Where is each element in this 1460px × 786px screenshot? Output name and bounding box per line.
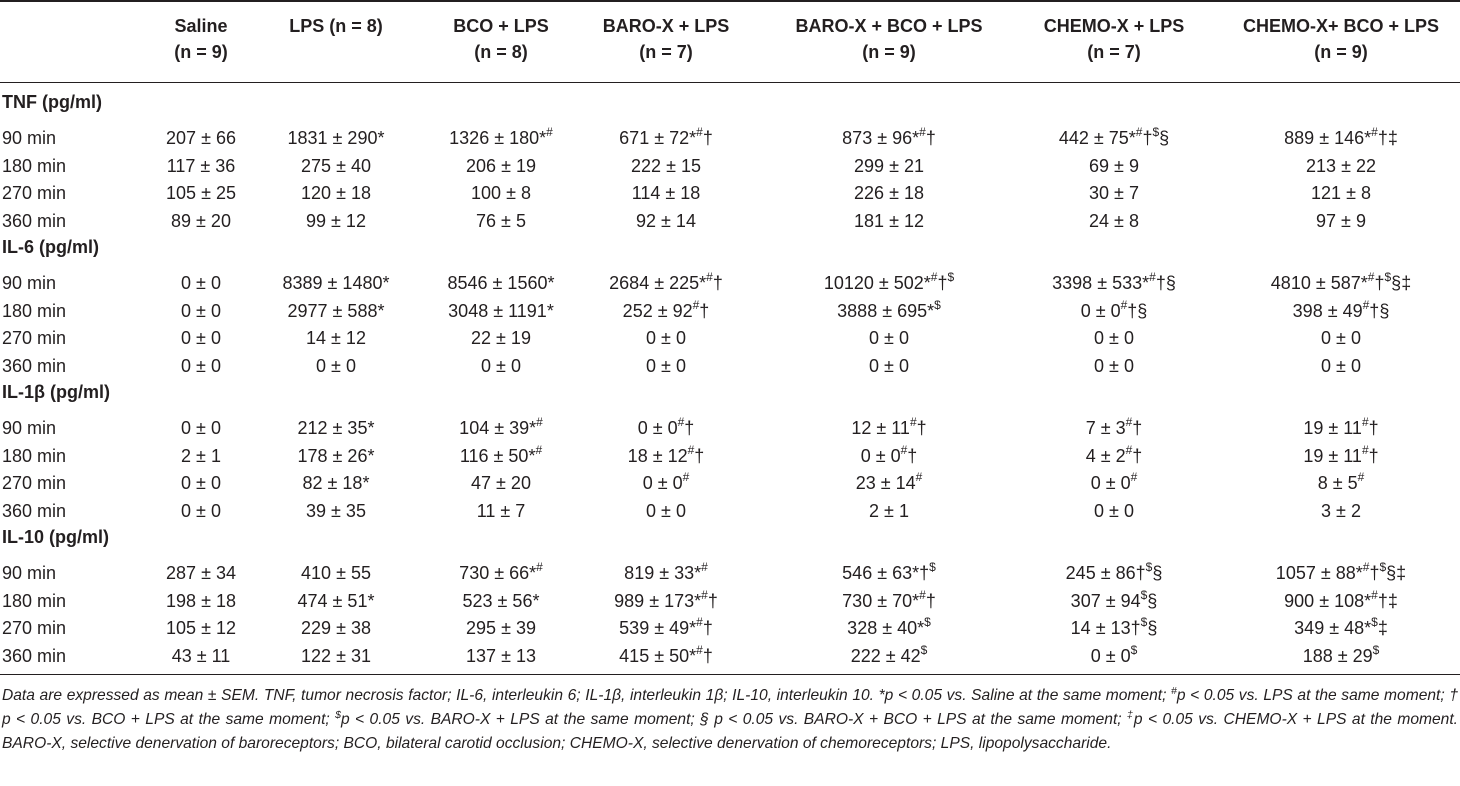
table-cell: 105 ± 12 bbox=[166, 618, 236, 638]
table-cell: 299 ± 21 bbox=[854, 155, 924, 176]
footnote-mark: ‡ bbox=[1127, 708, 1134, 721]
table-cell: 0 ± 0 bbox=[181, 328, 221, 348]
table-cell: 546 ± 63*†$ bbox=[842, 560, 936, 583]
table-cell: 539 ± 49*#† bbox=[619, 615, 713, 638]
table-cell: 3 ± 2 bbox=[1321, 500, 1361, 521]
table-cell: 1057 ± 88*#†$§‡ bbox=[1275, 560, 1407, 583]
table-cell: 7 ± 3#† bbox=[1085, 415, 1143, 438]
significance-mark: # bbox=[1125, 442, 1133, 457]
table-footnote: Data are expressed as mean ± SEM. TNF, tumor necrosis factor; IL-6, interleukin 6; IL-1β, interleukin 1β; IL-10, interleukin 10. *p < 0.05 vs. Saline at the same moment; #p < 0.05 vs. LPS at the same moment; † p < 0.05 vs. BCO + LPS at the same moment; $p < 0.05 vs. BARO-X + LPS at the same moment; § p < 0.05 vs. BARO-X + BCO + LPS at the same moment; ‡p < 0.05 vs. CHEMO-X + LPS at the moment. BARO-X, selective denervation of baroreceptors; BCO, bilateral carotid occlusion; CHEMO-X, selective denervation of chemoreceptors; LPS, lipopolysaccharide. bbox=[2, 684, 1459, 752]
row-time-label: 360 min bbox=[2, 645, 67, 666]
table-cell: 3398 ± 533*#†§ bbox=[1052, 270, 1176, 293]
table-cell: 117 ± 36 bbox=[166, 155, 236, 176]
row-time-label: 90 min bbox=[2, 418, 57, 438]
table-cell: 89 ± 20 bbox=[171, 210, 231, 231]
table-cell: 121 ± 8 bbox=[1311, 183, 1371, 203]
column-header bbox=[1243, 13, 1439, 65]
significance-mark: $ bbox=[1384, 270, 1392, 284]
column-header-n: (n = 9) bbox=[1314, 42, 1368, 62]
column-header-n: (n = 7) bbox=[1087, 42, 1141, 62]
column-header bbox=[795, 13, 982, 65]
table-cell: 178 ± 26* bbox=[297, 445, 375, 466]
column-header-label: Saline bbox=[174, 16, 228, 36]
table-cell: 442 ± 75*#†$§ bbox=[1058, 125, 1170, 148]
row-time-label: 180 min bbox=[2, 155, 67, 176]
significance-mark: # bbox=[696, 615, 703, 629]
table-cell: 10120 ± 502*#†$ bbox=[823, 270, 955, 293]
significance-mark: # bbox=[687, 442, 695, 457]
table-cell: 226 ± 18 bbox=[854, 183, 924, 203]
table-cell: 22 ± 19 bbox=[471, 328, 531, 348]
significance-mark: # bbox=[696, 125, 703, 139]
column-header bbox=[453, 13, 549, 65]
column-header-label: LPS (n = 8) bbox=[289, 16, 383, 36]
table-cell: 11 ± 7 bbox=[476, 500, 526, 521]
table-cell: 819 ± 33*# bbox=[624, 560, 708, 583]
significance-mark: $ bbox=[947, 270, 955, 284]
footnote-mark: $ bbox=[335, 708, 341, 721]
significance-mark: # bbox=[1371, 587, 1378, 602]
table-cell: 0 ± 0 bbox=[316, 355, 356, 376]
significance-mark: # bbox=[1361, 415, 1369, 429]
table-cell: 0 ± 0 bbox=[646, 500, 686, 521]
significance-mark: # bbox=[701, 587, 708, 602]
table-cell: 39 ± 35 bbox=[306, 500, 366, 521]
table-cell: 137 ± 13 bbox=[466, 645, 536, 666]
table-cell: 206 ± 19 bbox=[466, 155, 536, 176]
table-cell: 0 ± 0 bbox=[181, 355, 221, 376]
significance-mark: $ bbox=[1140, 615, 1148, 629]
table-cell: 410 ± 55 bbox=[301, 563, 371, 583]
table-cell: 328 ± 40*$ bbox=[847, 615, 931, 638]
table-cell: 23 ± 14# bbox=[855, 470, 923, 493]
table-cell: 0 ± 0$ bbox=[1090, 642, 1138, 666]
bottom-rule bbox=[0, 674, 1460, 675]
table-cell: 0 ± 0 bbox=[1094, 328, 1134, 348]
significance-mark: # bbox=[536, 560, 543, 574]
table-cell: 97 ± 9 bbox=[1316, 210, 1366, 231]
row-time-label: 360 min bbox=[2, 210, 67, 231]
row-time-label: 270 min bbox=[2, 328, 67, 348]
significance-mark: # bbox=[1125, 415, 1133, 429]
significance-mark: # bbox=[1130, 470, 1138, 484]
table-cell: 8546 ± 1560* bbox=[447, 273, 555, 293]
column-header-label: BARO-X + LPS bbox=[602, 16, 730, 36]
significance-mark: $ bbox=[920, 642, 928, 657]
table-cell: 188 ± 29$ bbox=[1302, 642, 1380, 666]
significance-mark: $ bbox=[934, 297, 941, 312]
column-header-label: CHEMO-X + LPS bbox=[1043, 16, 1185, 36]
table-cell: 18 ± 12#† bbox=[627, 442, 705, 466]
table-cell: 92 ± 14 bbox=[636, 210, 696, 231]
column-header bbox=[1044, 13, 1185, 65]
table-cell: 0 ± 0 bbox=[1094, 355, 1134, 376]
table-cell: 0 ± 0 bbox=[1094, 500, 1134, 521]
table-cell: 0 ± 0# bbox=[642, 470, 690, 493]
section-title: IL-6 (pg/ml) bbox=[2, 237, 99, 257]
table-cell: 1326 ± 180*# bbox=[449, 125, 553, 148]
table-cell: 0 ± 0#† bbox=[860, 442, 918, 466]
significance-mark: # bbox=[546, 125, 553, 139]
row-time-label: 180 min bbox=[2, 300, 67, 321]
table-cell: 104 ± 39*# bbox=[459, 415, 543, 438]
table-cell: 0 ± 0 bbox=[1321, 328, 1361, 348]
significance-mark: # bbox=[1367, 270, 1375, 284]
significance-mark: # bbox=[1361, 442, 1369, 457]
table-cell: 3048 ± 1191* bbox=[448, 300, 554, 321]
section-title: TNF (pg/ml) bbox=[2, 92, 102, 112]
table-cell: 8389 ± 1480* bbox=[282, 273, 390, 293]
table-cell: 2 ± 1 bbox=[181, 445, 221, 466]
table-cell: 69 ± 9 bbox=[1089, 155, 1139, 176]
column-header-n: (n = 8) bbox=[474, 42, 528, 62]
section-title: IL-1β (pg/ml) bbox=[2, 382, 110, 402]
table-cell: 474 ± 51* bbox=[297, 590, 375, 611]
row-time-label: 360 min bbox=[2, 355, 67, 376]
table-cell: 671 ± 72*#† bbox=[619, 125, 713, 148]
significance-mark: $ bbox=[1372, 642, 1380, 657]
table-cell: 2977 ± 588* bbox=[287, 300, 385, 321]
table-cell: 213 ± 22 bbox=[1306, 155, 1376, 176]
table-cell: 0 ± 0 bbox=[181, 473, 221, 493]
table-cell: 198 ± 18 bbox=[166, 590, 236, 611]
table-cell: 0 ± 0# bbox=[1090, 470, 1138, 493]
table-cell: 116 ± 50*# bbox=[459, 442, 543, 466]
column-header-n: (n = 9) bbox=[862, 42, 916, 62]
significance-mark: # bbox=[1362, 560, 1370, 574]
table-cell: 415 ± 50*#† bbox=[619, 642, 713, 666]
significance-mark: # bbox=[1135, 125, 1143, 139]
table-cell: 0 ± 0 bbox=[481, 355, 521, 376]
column-header-n: (n = 7) bbox=[639, 42, 693, 62]
row-time-label: 360 min bbox=[2, 500, 67, 521]
table-cell: 2684 ± 225*#† bbox=[609, 270, 723, 293]
table-cell: 14 ± 12 bbox=[306, 328, 366, 348]
table-cell: 900 ± 108*#†‡ bbox=[1284, 587, 1398, 611]
significance-mark: # bbox=[1120, 297, 1128, 312]
row-time-label: 270 min bbox=[2, 183, 67, 203]
significance-mark: # bbox=[930, 270, 938, 284]
table-cell: 3888 ± 695*$ bbox=[837, 297, 941, 321]
section-title: IL-10 (pg/ml) bbox=[2, 527, 109, 547]
table-cell: 105 ± 25 bbox=[166, 183, 236, 203]
table-cell: 82 ± 18* bbox=[302, 473, 370, 493]
table-cell: 989 ± 173*#† bbox=[614, 587, 718, 611]
significance-mark: # bbox=[535, 442, 543, 457]
table-cell: 245 ± 86†$§ bbox=[1065, 560, 1163, 583]
top-rule bbox=[0, 0, 1460, 2]
table-cell: 275 ± 40 bbox=[301, 155, 371, 176]
row-time-label: 90 min bbox=[2, 563, 57, 583]
table-cell: 295 ± 39 bbox=[466, 618, 536, 638]
table-cell: 30 ± 7 bbox=[1089, 183, 1139, 203]
significance-mark: $ bbox=[1140, 587, 1148, 602]
significance-mark: # bbox=[701, 560, 708, 574]
table-cell: 889 ± 146*#†‡ bbox=[1284, 125, 1398, 148]
row-time-label: 90 min bbox=[2, 273, 57, 293]
table-cell: 222 ± 42$ bbox=[850, 642, 928, 666]
table-cell: 0 ± 0 bbox=[181, 273, 221, 293]
table-cell: 307 ± 94$§ bbox=[1070, 587, 1158, 611]
significance-mark: # bbox=[909, 415, 917, 429]
row-time-label: 270 min bbox=[2, 473, 67, 493]
footnote-mark: # bbox=[1171, 684, 1177, 697]
table-cell: 14 ± 13†$§ bbox=[1070, 615, 1158, 638]
significance-mark: # bbox=[900, 442, 908, 457]
significance-mark: # bbox=[692, 297, 700, 312]
table-cell: 0 ± 0 bbox=[869, 355, 909, 376]
significance-mark: # bbox=[1362, 297, 1370, 312]
table-cell: 122 ± 31 bbox=[301, 645, 371, 666]
table-cell: 0 ± 0 bbox=[181, 300, 221, 321]
table-cell: 0 ± 0 bbox=[646, 355, 686, 376]
table-cell: 229 ± 38 bbox=[301, 618, 371, 638]
table-cell: 19 ± 11#† bbox=[1303, 442, 1379, 466]
significance-mark: $ bbox=[1145, 560, 1153, 574]
significance-mark: # bbox=[919, 587, 926, 602]
table-cell: 19 ± 11#† bbox=[1303, 415, 1379, 438]
table-cell: 0 ± 0#†§ bbox=[1080, 297, 1148, 321]
significance-mark: $ bbox=[1371, 615, 1378, 629]
significance-mark: # bbox=[1371, 125, 1378, 139]
column-header-label: CHEMO-X+ BCO + LPS bbox=[1242, 16, 1440, 36]
table-cell: 212 ± 35* bbox=[297, 418, 375, 438]
table-cell: 207 ± 66 bbox=[166, 128, 236, 148]
column-header-label: BARO-X + BCO + LPS bbox=[795, 16, 983, 36]
row-time-label: 180 min bbox=[2, 590, 67, 611]
table-cell: 287 ± 34 bbox=[166, 563, 236, 583]
significance-mark: # bbox=[682, 470, 690, 484]
table-cell: 349 ± 48*$‡ bbox=[1294, 615, 1388, 638]
table-cell: 120 ± 18 bbox=[301, 183, 371, 203]
table-cell: 0 ± 0 bbox=[869, 328, 909, 348]
table-cell: 4 ± 2#† bbox=[1085, 442, 1143, 466]
table-cell: 730 ± 66*# bbox=[459, 560, 543, 583]
column-header-label: BCO + LPS bbox=[453, 16, 549, 36]
table-cell: 4810 ± 587*#†$§‡ bbox=[1270, 270, 1412, 293]
significance-mark: $ bbox=[924, 615, 931, 629]
table-cell: 0 ± 0 bbox=[181, 418, 221, 438]
table-cell: 181 ± 12 bbox=[854, 210, 924, 231]
table-cell: 730 ± 70*#† bbox=[842, 587, 936, 611]
table-cell: 0 ± 0#† bbox=[637, 415, 695, 438]
table-cell: 99 ± 12 bbox=[306, 210, 366, 231]
column-header bbox=[289, 13, 383, 39]
table-cell: 8 ± 5# bbox=[1317, 470, 1365, 493]
significance-mark: # bbox=[1149, 270, 1156, 284]
significance-mark: $ bbox=[1130, 642, 1138, 657]
table-cell: 222 ± 15 bbox=[631, 155, 701, 176]
significance-mark: # bbox=[706, 270, 713, 284]
row-time-label: 90 min bbox=[2, 128, 57, 148]
column-header-n: (n = 9) bbox=[174, 42, 228, 62]
significance-mark: # bbox=[536, 415, 543, 429]
column-header bbox=[603, 13, 730, 65]
table-cell: 12 ± 11#† bbox=[851, 415, 927, 438]
table-cell: 24 ± 8 bbox=[1089, 210, 1139, 231]
table-cell: 43 ± 11 bbox=[171, 645, 231, 666]
significance-mark: $ bbox=[1152, 125, 1160, 139]
row-time-label: 270 min bbox=[2, 618, 67, 638]
table-cell: 252 ± 92#† bbox=[622, 297, 710, 321]
table-cell: 76 ± 5 bbox=[476, 210, 526, 231]
row-time-label: 180 min bbox=[2, 445, 67, 466]
table-cell: 0 ± 0 bbox=[646, 328, 686, 348]
header-rule bbox=[0, 82, 1460, 83]
table-cell: 523 ± 56* bbox=[462, 590, 540, 611]
significance-mark: # bbox=[915, 470, 923, 484]
table-cell: 873 ± 96*#† bbox=[842, 125, 936, 148]
table-cell: 100 ± 8 bbox=[471, 183, 531, 203]
significance-mark: # bbox=[677, 415, 685, 429]
significance-mark: # bbox=[919, 125, 926, 139]
table-cell: 1831 ± 290* bbox=[287, 128, 385, 148]
significance-mark: # bbox=[696, 642, 703, 657]
column-header bbox=[174, 13, 228, 65]
table-cell: 47 ± 20 bbox=[471, 473, 531, 493]
table-cell: 0 ± 0 bbox=[181, 500, 221, 521]
table-cell: 398 ± 49#†§ bbox=[1292, 297, 1390, 321]
table-cell: 0 ± 0 bbox=[1321, 355, 1361, 376]
significance-mark: $ bbox=[1379, 560, 1387, 574]
significance-mark: # bbox=[1357, 470, 1365, 484]
table-cell: 2 ± 1 bbox=[869, 500, 909, 521]
significance-mark: $ bbox=[929, 560, 936, 574]
table-cell: 114 ± 18 bbox=[631, 183, 701, 203]
